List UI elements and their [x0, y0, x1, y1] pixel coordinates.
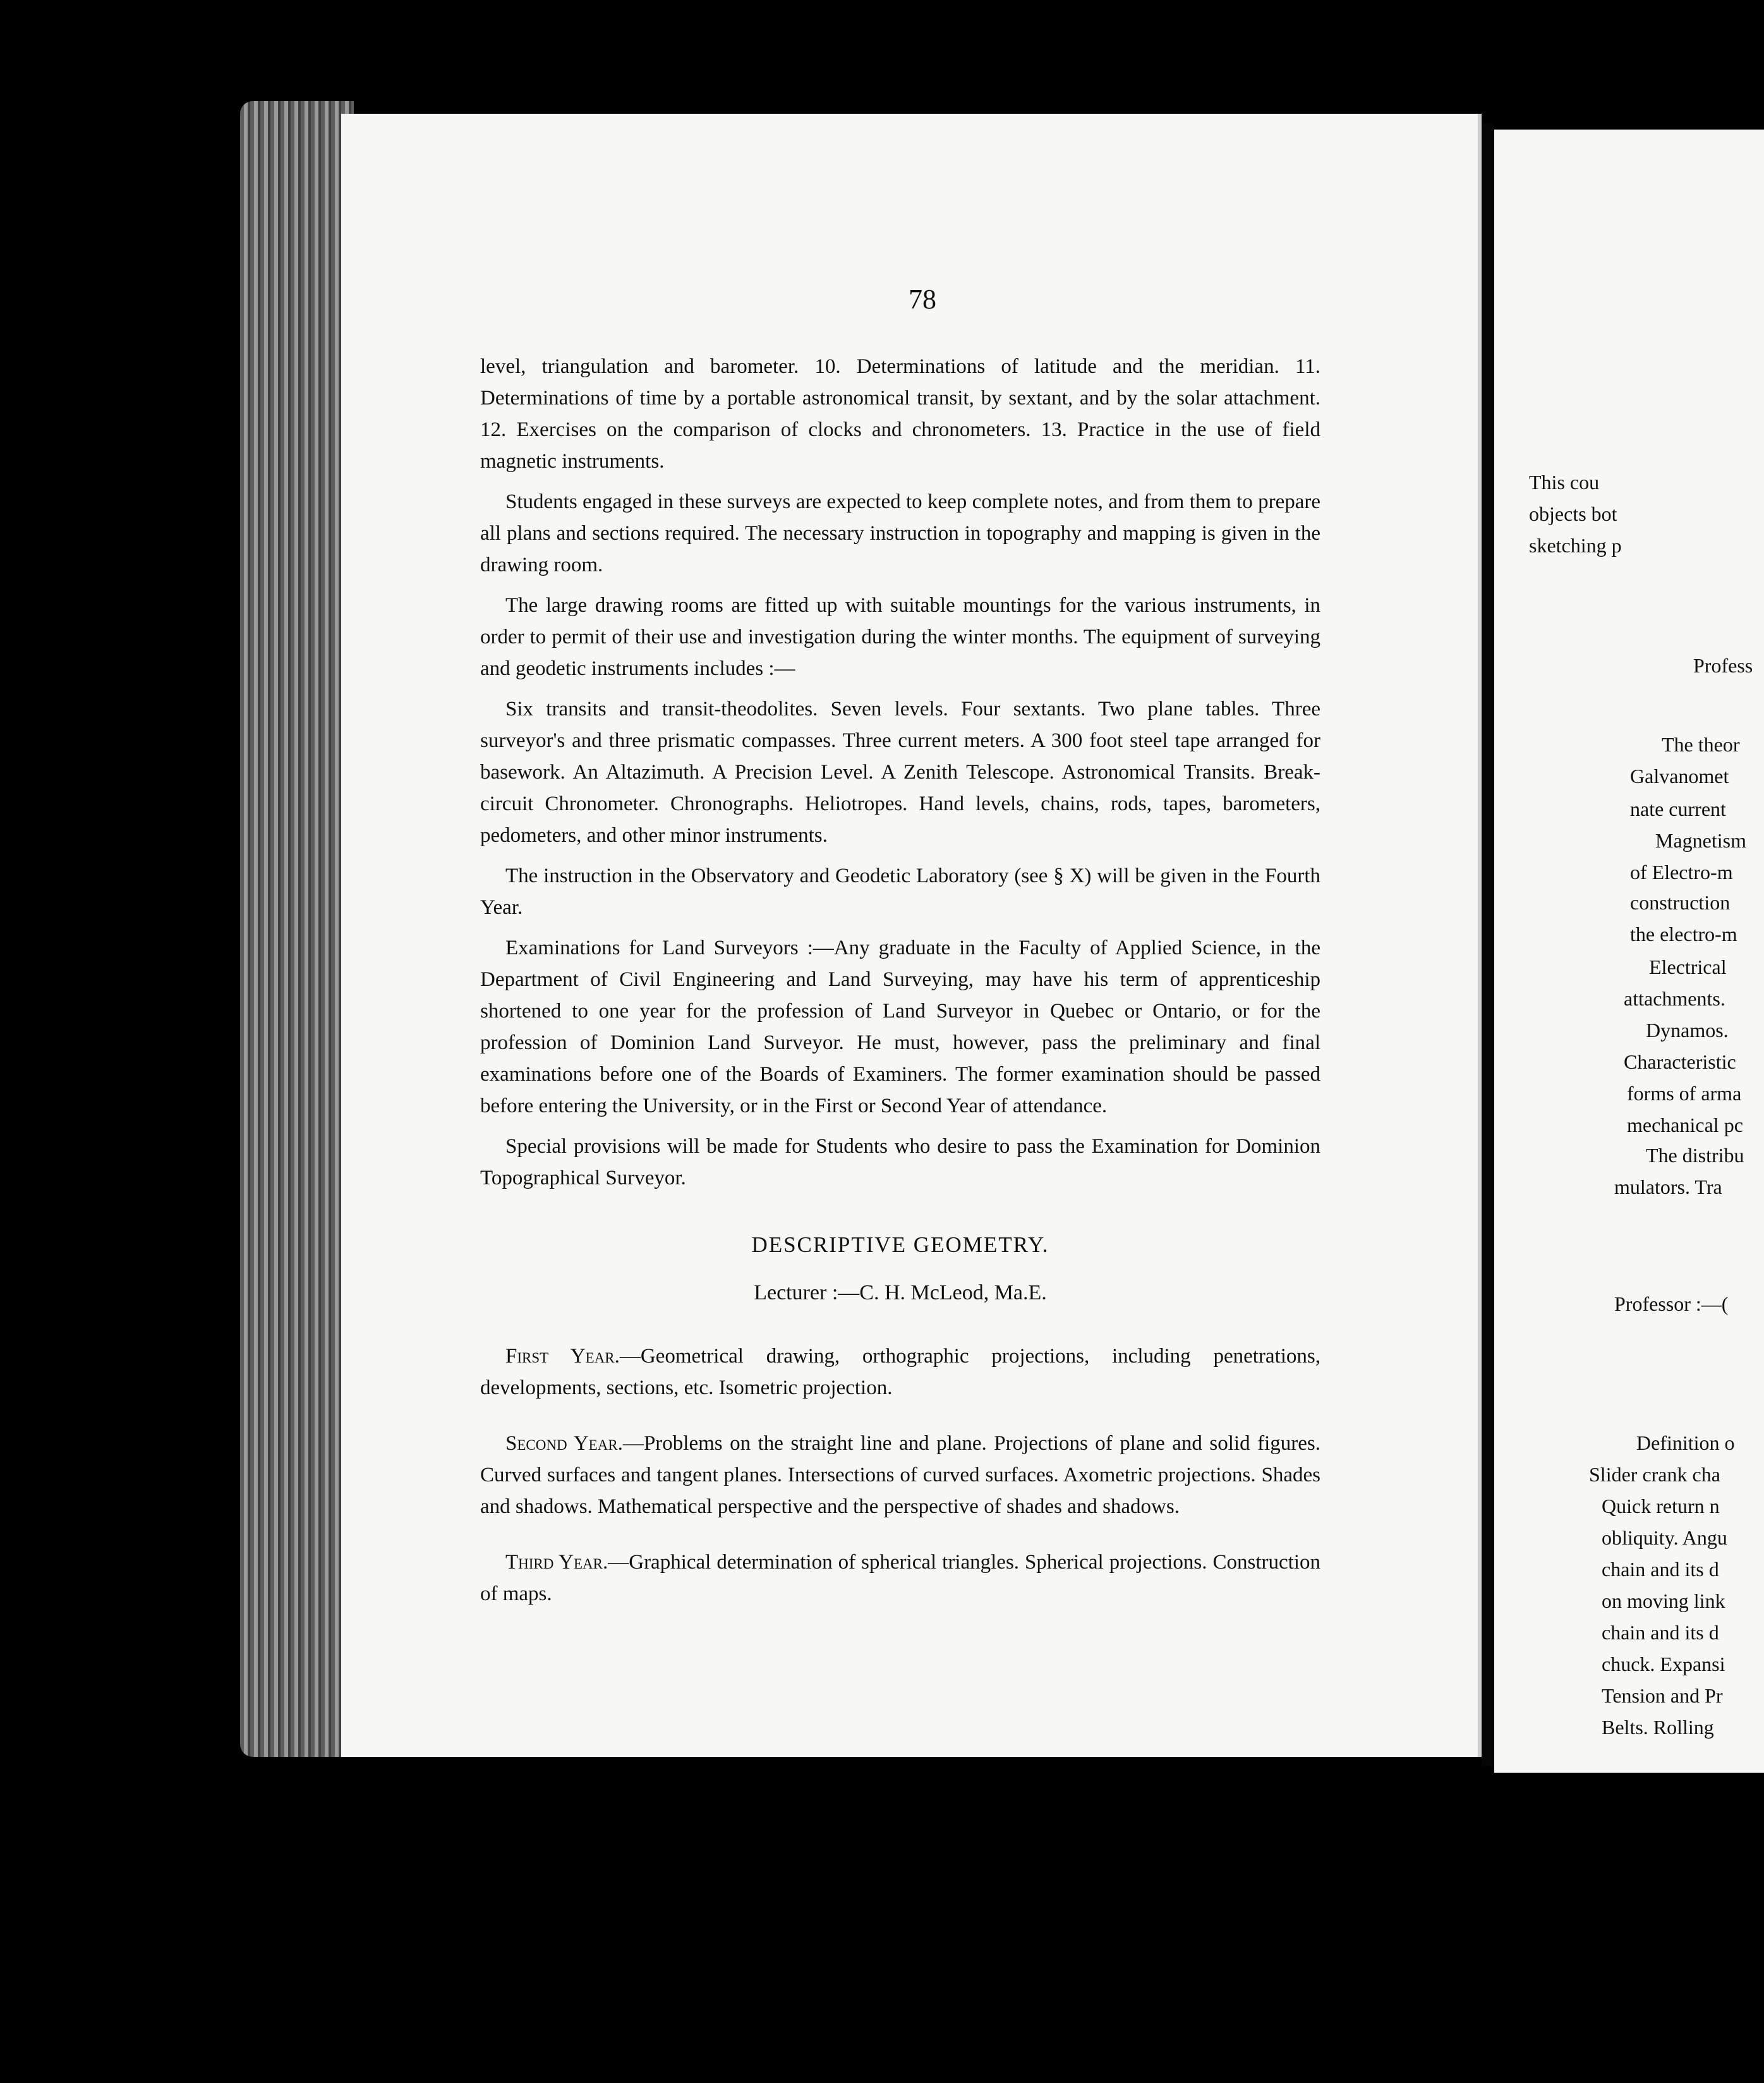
right-fragment: on moving link: [1602, 1589, 1725, 1612]
right-fragment: chain and its d: [1602, 1621, 1719, 1644]
page-number: 78: [909, 284, 936, 315]
right-fragment: sketching p: [1529, 534, 1622, 557]
right-fragment: nate current: [1630, 798, 1726, 820]
right-fragment: The theor: [1662, 733, 1740, 756]
paragraph: Students engaged in these surveys are expected to keep complete notes, and from them to prepare all plans and sections required. The necessary instruction in topography and mapping is given in the drawing room.: [480, 490, 1320, 576]
right-fragment: Profess: [1693, 654, 1753, 677]
right-fragment: Magnetism: [1655, 829, 1746, 852]
right-fragment: Electrical: [1649, 956, 1727, 978]
year-list: [480, 1340, 1320, 1610]
right-fragment: The distribu: [1646, 1144, 1744, 1167]
right-fragment: chuck. Expansi: [1602, 1653, 1725, 1675]
right-fragment: Definition o: [1636, 1431, 1735, 1454]
year-entry: [480, 1546, 1320, 1610]
right-fragment: Professor :—(: [1614, 1292, 1729, 1315]
paragraph: Examinations for Land Surveyors :—Any graduate in the Faculty of Applied Science, in the Department of Civil Engineering and Land Surveying, may have his term of apprenticeship shortened to one year for the profession of Land Surveyor in Quebec or Ontario, or for the profession of Dominion Land Surveyor. He must, however, pass the preliminary and final examinations before one of the Boards of Examiners. The former examination should be passed before entering the University, or in the First or Second Year of attendance.: [480, 937, 1320, 1117]
right-fragment: Slider crank cha: [1589, 1463, 1720, 1486]
paragraph: Six transits and transit-theodolites. Seven levels. Four sextants. Two plane tables. Three surveyor's and three prismatic compasses. Three current meters. A 300 foot steel tape arranged for basework. An Altazimuth. A Precision Level. A Zenith Telescope. Astronomical Transits. Break-circuit Chronometer. Chronographs. Heliotropes. Hand levels, chains, rods, tapes, barometers, pedometers, and other minor instruments.: [480, 698, 1320, 847]
right-fragment: of Electro-m: [1630, 861, 1733, 884]
year-entry: [480, 1340, 1320, 1404]
right-fragment: forms of arma: [1627, 1082, 1742, 1105]
book-page-edges: [240, 101, 354, 1757]
paragraph: The instruction in the Observatory and Geodetic Laboratory (see § X) will be given in the Fourth Year.: [480, 865, 1320, 919]
book-gutter: [1482, 123, 1494, 1766]
right-fragment: Tension and Pr: [1602, 1684, 1723, 1707]
year-text: —Problems on the straight line and plane. Projections of plane and solid figures. Curved surfaces and tangent planes. Intersections of curved surfaces. Axometric projections. Shades and shadows. Mathematical perspective and the perspective of shades and shadows.: [480, 1432, 1320, 1518]
paragraph: The large drawing rooms are fitted up with suitable mountings for the various instruments, in order to permit of their use and investigation during the winter months. The equipment of surveying and geodetic instruments includes :—: [480, 594, 1320, 680]
right-fragment: attachments.: [1624, 987, 1725, 1010]
year-text: —Graphical determination of spherical triangles. Spherical projections. Construction of maps.: [480, 1551, 1320, 1605]
year-label: Second Year.: [505, 1432, 623, 1455]
right-fragment: obliquity. Angu: [1602, 1526, 1727, 1549]
right-fragment: Quick return n: [1602, 1495, 1720, 1517]
left-page-body: [480, 351, 1320, 1634]
right-fragment: mechanical pc: [1627, 1114, 1743, 1136]
year-label: Third Year.: [505, 1551, 608, 1574]
paragraph: level, triangulation and barometer. 10. Determinations of latitude and the meridian. 11. Determinations of time by a portable astronomical transit, by sextant, and by the solar attachment. 12. Exercises on the comparison of clocks and chronometers. 13. Practice in the use of field magnetic instruments.: [480, 355, 1320, 473]
right-fragment: Dynamos.: [1646, 1019, 1729, 1042]
right-fragment: objects bot: [1529, 502, 1617, 525]
year-text: —Geometrical drawing, orthographic projections, including penetrations, developments, sections, etc. Isometric projection.: [480, 1345, 1320, 1399]
right-fragment: Belts. Rolling: [1602, 1716, 1714, 1739]
right-fragment: Characteristic: [1624, 1050, 1736, 1073]
right-fragment: This cou: [1529, 471, 1600, 494]
right-fragment: the electro-m: [1630, 923, 1737, 945]
right-fragment: Galvanomet: [1630, 765, 1729, 787]
right-fragment: chain and its d: [1602, 1558, 1719, 1581]
right-fragment: construction: [1630, 891, 1731, 914]
year-entry: [480, 1428, 1320, 1522]
lecturer-line: Lecturer :—C. H. McLeod, Ma.E.: [754, 1281, 1047, 1304]
right-fragment: mulators. Tra: [1614, 1175, 1722, 1198]
year-label: First Year.: [505, 1345, 620, 1368]
paragraph: Special provisions will be made for Students who desire to pass the Examination for Dominion Topographical Surveyor.: [480, 1135, 1320, 1189]
section-heading: DESCRIPTIVE GEOMETRY.: [751, 1232, 1049, 1257]
